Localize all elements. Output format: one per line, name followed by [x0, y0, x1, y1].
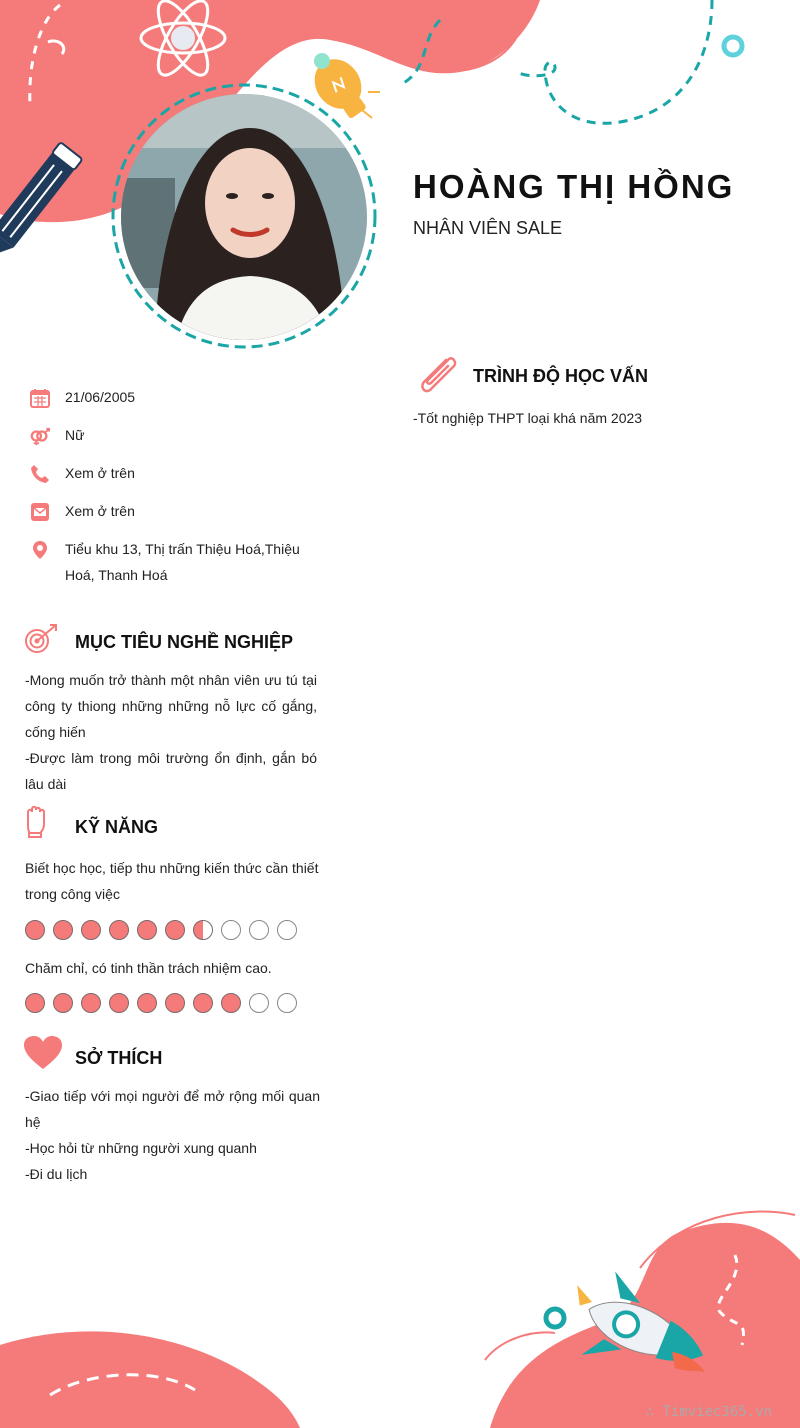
candidate-name: HOÀNG THỊ HỒNG [413, 168, 735, 205]
rating-dot [109, 920, 129, 940]
contact-text: 21/06/2005 [65, 389, 136, 405]
section-title-objective: MỤC TIÊU NGHỀ NGHIỆP [75, 632, 294, 652]
paperclip-icon [416, 354, 460, 398]
contact-text: Xem ở trên [65, 503, 135, 519]
contact-email [30, 498, 330, 524]
contact-birthdate [30, 384, 330, 410]
ring-icon [724, 37, 742, 55]
rating-dot [277, 993, 297, 1013]
rating-dot [249, 993, 269, 1013]
rating-dot [25, 993, 45, 1013]
objective-line: -Mong muốn trở thành một nhân viên ưu tú tại công ty thiong những những nỗ lực cố gắng, cống hiến [25, 672, 317, 740]
rating-dot [193, 993, 213, 1013]
rating-dot [53, 993, 73, 1013]
contact-phone [30, 460, 330, 486]
calendar-icon [30, 388, 50, 408]
education-line: -Tốt nghiệp THPT loại khá năm 2023 [413, 410, 643, 426]
section-title-hobbies: SỞ THÍCH [75, 1048, 163, 1068]
rating-dot [277, 920, 297, 940]
objective-content [25, 667, 317, 797]
rating-dot [165, 920, 185, 940]
fist-icon [24, 806, 48, 838]
skill-label: Chăm chỉ, có tinh thần trách nhiệm cao. [25, 960, 272, 976]
contact-text: Nữ [65, 427, 85, 443]
rating-dot [81, 993, 101, 1013]
watermark: ∴ Timviec365.vn [645, 1404, 772, 1420]
skill-rating [25, 920, 297, 940]
rating-dot [193, 920, 213, 940]
email-icon [30, 502, 50, 522]
contact-gender [30, 422, 330, 448]
skill-label: Biết học học, tiếp thu những kiến thức cần thiết trong công việc [25, 860, 319, 902]
rating-dot [109, 993, 129, 1013]
bottom-left-blob [0, 1331, 300, 1428]
hobby-line: -Học hỏi từ những người xung quanh [25, 1140, 257, 1156]
hobby-line: -Giao tiếp với mọi người để mở rộng mối quan hệ [25, 1088, 320, 1130]
hobbies-content [25, 1083, 320, 1187]
rating-dot [165, 993, 185, 1013]
contact-text: Xem ở trên [65, 465, 135, 481]
section-title-skills: KỸ NĂNG [75, 817, 159, 837]
rating-dot [137, 920, 157, 940]
rating-dot [221, 993, 241, 1013]
rating-dot [53, 920, 73, 940]
rating-dot [249, 920, 269, 940]
contact-address [30, 536, 330, 588]
rating-dot [25, 920, 45, 940]
location-pin-icon [30, 540, 50, 560]
section-title-education: TRÌNH ĐỘ HỌC VẤN [473, 366, 648, 386]
objective-line: -Được làm trong môi trường ổn định, gắn bó lâu dài [25, 750, 317, 792]
gender-icon [30, 426, 50, 446]
candidate-position: NHÂN VIÊN SALE [413, 218, 563, 238]
rating-dot [81, 920, 101, 940]
skill-rating [25, 993, 297, 1013]
rating-dot [221, 920, 241, 940]
avatar-photo [115, 88, 373, 346]
phone-icon [30, 464, 50, 484]
hobby-line: -Đi du lịch [25, 1166, 88, 1182]
rating-dot [137, 993, 157, 1013]
contact-text: Tiểu khu 13, Thị trấn Thiệu Hoá,Thiệu Hoá, Thanh Hoá [65, 541, 300, 583]
heart-icon [24, 1036, 62, 1070]
target-icon [24, 622, 60, 654]
